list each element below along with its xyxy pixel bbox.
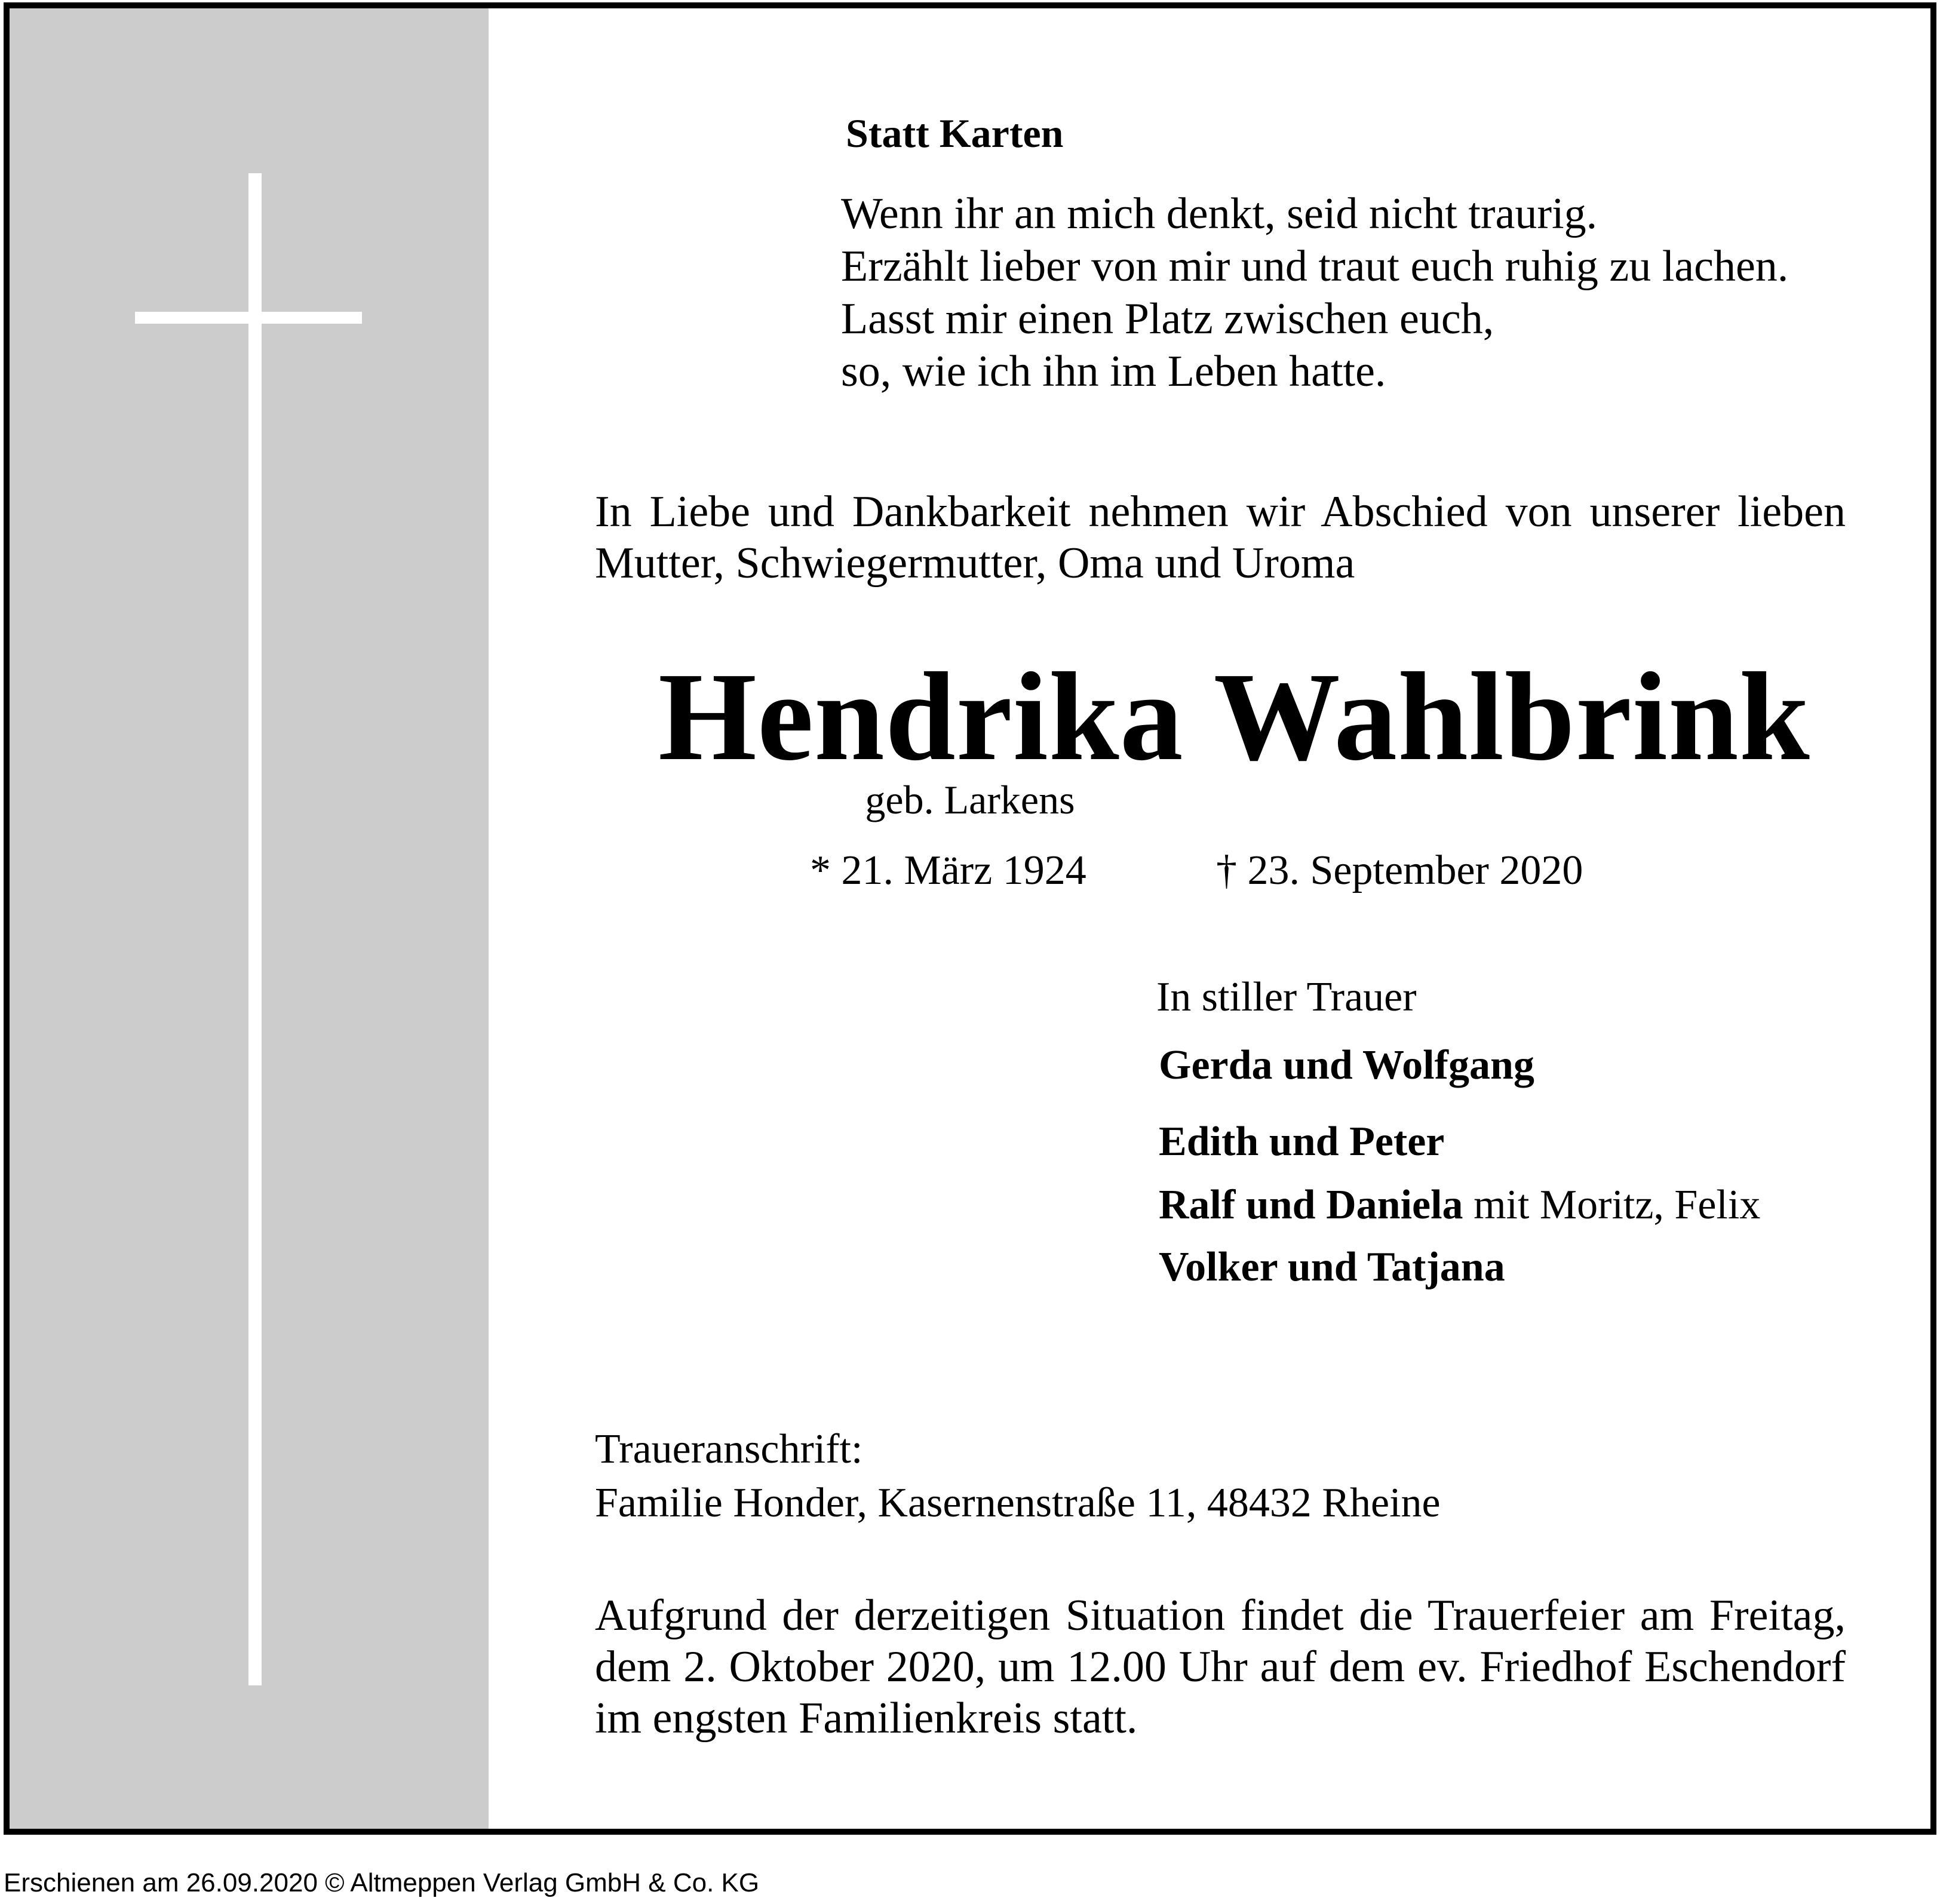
address-label: Traueranschrift: [595, 1426, 863, 1472]
death-date: † 23. September 2020 [1216, 847, 1583, 893]
poem-line: Wenn ihr an mich denkt, seid nicht traurig. [841, 189, 1598, 238]
mourner-names: Ralf und Daniela [1159, 1182, 1463, 1228]
publication-footer: Erschienen am 26.09.2020 © Altmeppen Verlag GmbH & Co. KG [4, 1868, 760, 1897]
address-line: Familie Honder, Kasernenstraße 11, 48432 Rheine [595, 1480, 1441, 1526]
cross-icon-bar [135, 312, 362, 324]
deceased-name: Hendrika Wahlbrink [658, 646, 1810, 787]
poem-line: Lasst mir einen Platz zwischen euch, [841, 294, 1494, 343]
birth-date: * 21. März 1924 [810, 847, 1086, 893]
intro-text: In Liebe und Dankbarkeit nehmen wir Abschied von unserer lieben Mutter, Schwiegermutter, Oma und Uroma [595, 487, 1846, 588]
obituary-frame [4, 2, 1936, 1835]
mourner-names: Gerda und Wolfgang [1159, 1042, 1534, 1088]
cross-icon [248, 173, 262, 1685]
maiden-name: geb. Larkens [865, 777, 1075, 822]
poem-line: so, wie ich ihn im Leben hatte. [841, 347, 1386, 396]
poem [841, 188, 1788, 398]
statt-karten-heading: Statt Karten [846, 110, 1064, 156]
mourning-address [595, 1423, 1441, 1530]
mourner-extra: mit Moritz, Felix [1463, 1182, 1761, 1228]
mourner-names: Volker und Tatjana [1159, 1244, 1505, 1290]
poem-line: Erzählt lieber von mir und traut euch ruhig zu lachen. [841, 242, 1789, 291]
mourner-names: Edith und Peter [1159, 1119, 1445, 1165]
mourner-family [1159, 1243, 1505, 1291]
mourner-family [1159, 1118, 1444, 1166]
mourner-family [1159, 1042, 1534, 1089]
grey-side-band [10, 8, 489, 1829]
mourners-intro: In stiller Trauer [1156, 974, 1417, 1020]
funeral-notice: Aufgrund der derzeitigen Situation findet die Trauerfeier am Freitag, dem 2. Oktober 2020, um 12.00 Uhr auf dem ev. Friedhof Eschendorf im engsten Familienkreis statt. [595, 1591, 1846, 1743]
mourner-family [1159, 1181, 1760, 1229]
